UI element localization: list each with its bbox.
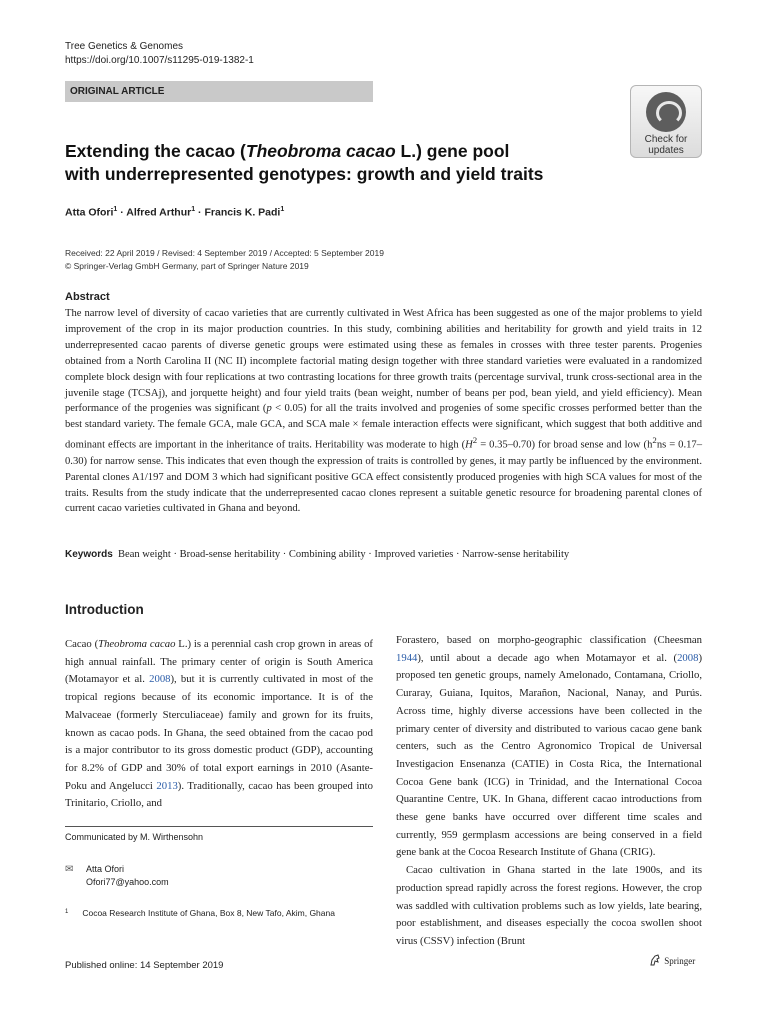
citation-link[interactable]: 2008 (677, 651, 699, 664)
citation-link[interactable]: 2013 (156, 779, 178, 792)
date-history: Received: 22 April 2019 / Revised: 4 September 2019 / Accepted: 5 September 2019 (65, 248, 384, 258)
article-type-banner: ORIGINAL ARTICLE (65, 81, 373, 102)
check-for-updates-icon (646, 92, 686, 132)
abstract-body: The narrow level of diversity of cacao varieties that are currently cultivated in West Africa has been suggested as one of the major problems to yield improvement of the crop in its major production countries. In this study, combining abilities and heritability for growth and yield traits in 12 underrepresented cacao parents of diverse genetic groups were estimated using these as females in crosses with three tester parents. Progenies obtained from a North Carolina II (NC II) incomplete factorial mating design together with three standard varieties were evaluated in a randomized complete block design with four replications at two contrasting locations for three growth traits (percentage survival, trunk cross-sectional area in the juvenile stage (TCSAj), and jorquette height) and four yield traits (bean weight, number of beans per pod, bean yield, and yield efficiency). Mean performance of the progenies was significant (p < 0.05) for all the traits involved and progenies of some specific crosses performed better than the best standard variety. The female GCA, male GCA, and SCA male × female interaction effects were significant, which suggest that both additive and dominant effects are important in the inheritance of traits. Heritability was moderate to high $(H^2 = 0.35-0.70)$ for broad sense and low $(h^2ns = 0.17-0.30)$ for narrow sense. This indicates that even though the expression of traits is controlled by genes, it may partly be influenced by the environment. Parental clones A1/197 and DOM 3 which had significant positive GCA effect consistently produced progenies with high SCA values for most of the traits. Results from the study indicate that the underrepresented cacao clones represent a suitable genetic resource for broadening parental clones of current cacao varieties cultivated in Ghana and beyond. (65, 308, 703, 515)
communicated-by: Communicated by M. Wirthensohn (65, 832, 204, 842)
intro-left-column: Cacao (Theobroma cacao L.) is a perennial cash crop grown in areas of high annual rainfall. The primary center of origin is South America (Motamayor et al. 2008), but it is currently cultivated in most of the tropical regions because of its economic importance. It is of the Malvaceae (formerly Sterculiaceae) family and grown for its fruits, known as cacao pods. In Ghana, the seed obtained from the cacao pod is a major contributor to its gross domestic product (GDP), accounting for 8.2% of GDP and 30% of total export earnings in 2010 (Asante-Poku and Angelucci 2013). Traditionally, cacao has been grouped into Trinitario, Criollo, and (65, 638, 373, 810)
author-list: Atta Ofori$^1$ · Alfred Arthur$^1$ · Francis K. Padi$^1$ (65, 206, 285, 219)
footnote-divider (65, 826, 373, 827)
abstract-heading: Abstract (65, 291, 110, 303)
author[interactable]: Alfred Arthur (126, 206, 192, 219)
journal-name: Tree Genetics & Genomes (65, 41, 184, 52)
citation-link[interactable]: 2008 (149, 673, 171, 686)
author[interactable]: Atta Ofori (65, 206, 114, 219)
paragraph: Forastero, based on morpho-geographic classification (Cheesman 1944), until about a decade ago when Motamayor et al. (2008) proposed ten genetic groups, namely Amelonado, Contamana, Criollo, Curaray, Guiana, Iquitos, Marañon, Nacional, Nanay, and Purús. Across time, highly diverse accessions have been collected in the primary center of diversity and distributed to various cacao gene bank centers, such as the Centro Agronomico Tropical de Universal Investigacion Ensenanza (CATIE) in Costa Rica, the International Cocoa Gene bank (ICG) in Trinidad, and the International Cocoa Quarantine Centre, UK. In Ghana, different cacao introductions from these gene banks have occurred over different time scales and currently, 959 germplasm accessions are being conserved in a field gene bank at the Cocoa Research Institute of Ghana (CRIG). (396, 634, 702, 859)
article-dates (65, 247, 384, 273)
affiliation: $^1$ Cocoa Research Institute of Ghana, Box 8, New Tafo, Akim, Ghana (65, 908, 335, 918)
springer-horse-icon (648, 953, 662, 967)
doi-link[interactable]: https://doi.org/10.1007/s11295-019-1382-1 (65, 55, 254, 66)
publisher-logo: Springer (648, 953, 695, 967)
published-online: Published online: 14 September 2019 (65, 960, 224, 971)
keywords-label: Keywords (65, 549, 113, 560)
journal-header (65, 40, 254, 68)
author[interactable]: Francis K. Padi (204, 206, 281, 219)
copyright-line: © Springer-Verlag GmbH Germany, part of Springer Nature 2019 (65, 261, 309, 271)
envelope-icon: ✉ (65, 864, 74, 875)
keywords (65, 548, 715, 562)
introduction-heading: Introduction (65, 602, 144, 617)
article-title: Extending the cacao (Theobroma cacao L.) gene pool with underrepresented genotypes: growth and yield traits (65, 141, 544, 184)
corresponding-author: ✉ Atta Ofori Ofori77@yahoo.com (65, 864, 169, 887)
badge-text: Check for updates (644, 134, 688, 156)
intro-right-column (396, 632, 702, 951)
keywords-list: Bean weight · Broad-sense heritability · Combining ability · Improved varieties · Narrow-sense heritability (118, 549, 570, 560)
check-for-updates-badge[interactable] (630, 85, 702, 158)
copyright-icon: © (65, 261, 74, 271)
citation-link[interactable]: 1944 (396, 651, 418, 664)
paragraph: Cacao cultivation in Ghana started in the late 1900s, and its production spread rapidly across the forest regions. However, the crop was saddled with cultivation problems such as low yields, late bearing, poor establishment, and diseases especially the cocoa swollen shoot virus (CSSV) infection (Brunt (396, 864, 702, 947)
author-email[interactable]: Ofori77@yahoo.com (86, 877, 169, 887)
